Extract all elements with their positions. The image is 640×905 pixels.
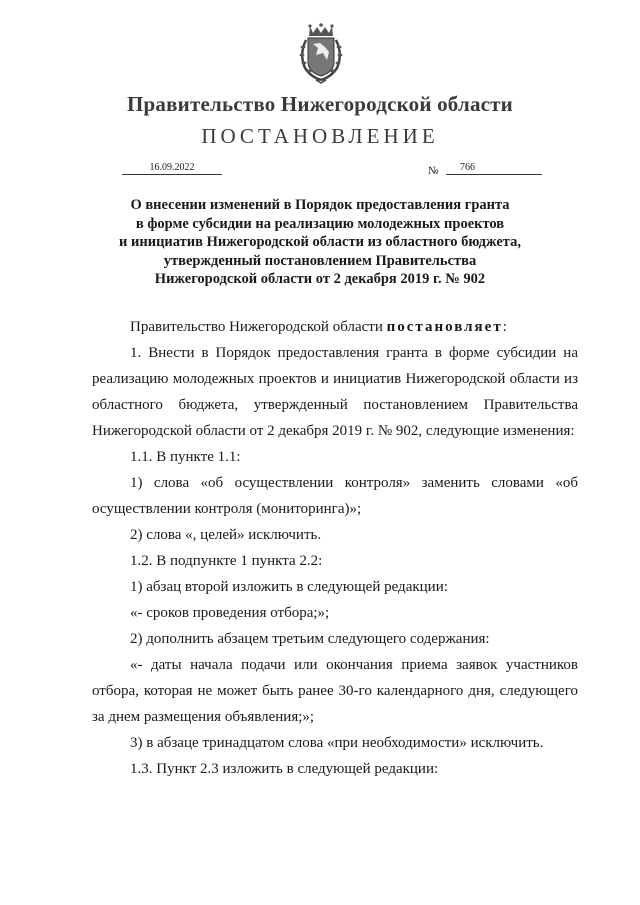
paragraph-quote: «- сроков проведения отбора;»; (130, 605, 330, 621)
intro-prefix: Правительство Нижегородской области (130, 319, 387, 335)
heading-line: О внесении изменений в Порядок предоставления гранта (130, 197, 510, 213)
heading-line: в форме субсидии на реализацию молодежных проектов (135, 215, 505, 232)
document-type: ПОСТАНОВЛЕНИЕ (201, 124, 439, 148)
paragraph-subitem: 1) абзац второй изложить в следующей редакции: (130, 579, 448, 595)
intro-paragraph (92, 314, 578, 340)
paragraph-item-1: 1. Внести в Порядок предоставления гранта в форме субсидии на реализацию молодежных проектов и инициатив Нижегородской области из областного бюджета, утвержденный постановлением Правительства Нижегородской области от 2 декабря 2019 г. № 902, следующие изменения: (92, 345, 578, 439)
nizhny-novgorod-coat-of-arms-icon (296, 22, 346, 84)
document-heading (60, 196, 580, 289)
intro-suffix: : (502, 319, 507, 335)
heading-line: Нижегородской области от 2 декабря 2019 г. № 902 (154, 271, 486, 287)
paragraph-item-1-1: 1.1. В пункте 1.1: (130, 449, 241, 465)
paragraph-item-1-3: 1.3. Пункт 2.3 изложить в следующей редакции: (130, 761, 439, 777)
document-body (92, 314, 578, 782)
paragraph-subitem: 3) в абзаце тринадцатом слова «при необходимости» исключить. (130, 735, 544, 751)
document-number: 766 (460, 162, 475, 173)
government-name: Правительство Нижегородской области (127, 92, 513, 116)
paragraph-subitem: 2) дополнить абзацем третьим следующего содержания: (130, 631, 490, 647)
paragraph-quote: «- даты начала подачи или окончания приема заявок участников отбора, которая не может быть ранее 30-го календарного дня, следующего за днем размещения объявления;»; (92, 657, 578, 725)
paragraph-item-1-2: 1.2. В подпункте 1 пункта 2.2: (130, 553, 323, 569)
number-sign: № (428, 165, 439, 177)
intro-resolves-word: постановляет (386, 319, 503, 335)
document-number-field (446, 162, 542, 175)
heading-line: и инициатив Нижегородской области из областного бюджета, (119, 234, 521, 250)
paragraph-subitem: 1) слова «об осуществлении контроля» заменить словами «об осуществлении контроля (мониторинга)»; (92, 475, 578, 517)
paragraph-subitem: 2) слова «, целей» исключить. (130, 527, 322, 543)
document-date: 16.09.2022 (122, 162, 222, 175)
heading-line: утвержденный постановлением Правительства (163, 252, 477, 269)
